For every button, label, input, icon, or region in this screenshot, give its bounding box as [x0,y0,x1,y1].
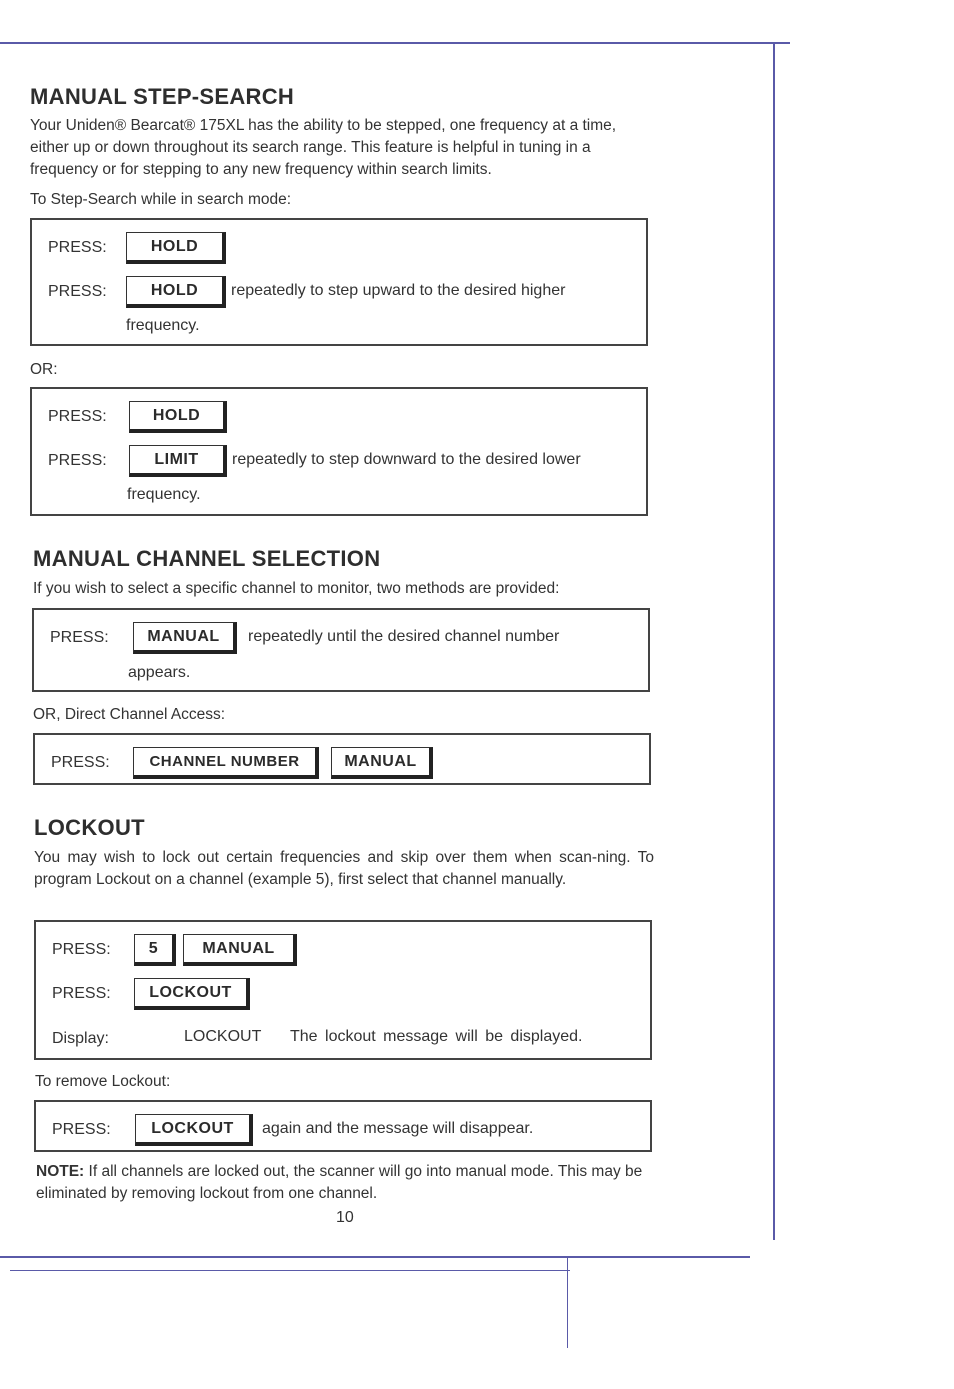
step-up-continuation: frequency. [126,317,200,334]
channel-selection-intro: If you wish to select a specific channel to monitor, two methods are provided: [33,580,560,597]
press-label: PRESS: [51,754,110,771]
remove-text: again and the message will disappear. [262,1120,534,1137]
page-number: 10 [336,1209,354,1226]
top-edge-line [0,42,790,44]
bottom-vertical-line [567,1258,568,1348]
display-text: The lockout message will be displayed. [290,1028,583,1045]
direct-channel-box [33,733,651,785]
lockout-note [36,1161,656,1205]
press-label: PRESS: [48,239,107,256]
manual-key[interactable]: MANUAL [133,622,237,654]
key-5[interactable]: 5 [134,934,176,966]
press-label: PRESS: [48,283,107,300]
limit-key[interactable]: LIMIT [129,445,227,477]
channel-number-key[interactable]: CHANNEL NUMBER [133,747,319,779]
press-label: PRESS: [52,985,111,1002]
step-up-text: repeatedly to step upward to the desired higher [231,282,566,299]
step-down-continuation: frequency. [127,486,201,503]
manual-key[interactable]: MANUAL [183,934,297,966]
press-label: PRESS: [50,629,109,646]
direct-access-label: OR, Direct Channel Access: [33,706,226,723]
note-label: NOTE: [36,1163,85,1180]
section-title-channel-selection: MANUAL CHANNEL SELECTION [33,546,381,571]
bottom-edge-line [0,1256,750,1258]
hold-key[interactable]: HOLD [129,401,227,433]
lockout-program-box [34,920,652,1060]
step-up-instruction-box [30,218,648,346]
bottom-edge-line-2 [10,1270,570,1271]
right-edge-line [773,44,775,1240]
step-search-intro: Your Uniden® Bearcat® 175XL has the ability to be stepped, one frequency at a time, either up or down throughout its search range. This feature is helpful in tuning in a frequency or for stepping to any new frequency within search limits. [30,117,617,178]
press-label: PRESS: [48,408,107,425]
hold-key[interactable]: HOLD [126,232,226,264]
manual-channel-box [32,608,650,692]
step-down-instruction-box [30,387,648,516]
section-title-lockout: LOCKOUT [34,815,145,840]
press-label: PRESS: [52,941,111,958]
hold-key[interactable]: HOLD [126,276,226,308]
step-search-lead: To Step-Search while in search mode: [30,191,292,208]
lockout-key[interactable]: LOCKOUT [134,978,250,1010]
note-text: If all channels are locked out, the scanner will go into manual mode. This may be eliminated by removing lockout from one channel. [36,1163,643,1202]
display-value: LOCKOUT [184,1028,262,1045]
or-label: OR: [30,361,58,378]
lockout-key[interactable]: LOCKOUT [135,1114,253,1146]
display-label: Display: [52,1030,109,1047]
lockout-remove-box [34,1100,652,1152]
manual-channel-text: repeatedly until the desired channel number [248,628,560,645]
lockout-intro: You may wish to lock out certain frequencies and skip over them when scan-ning. To program Lockout on a channel (example 5), first select that channel manually. [34,849,654,888]
step-down-text: repeatedly to step downward to the desired lower [232,451,581,468]
remove-lockout-lead: To remove Lockout: [35,1073,171,1090]
manual-key[interactable]: MANUAL [331,747,433,779]
section-title-step-search: MANUAL STEP-SEARCH [30,84,295,109]
press-label: PRESS: [48,452,107,469]
manual-channel-continuation: appears. [128,664,191,681]
press-label: PRESS: [52,1121,111,1138]
